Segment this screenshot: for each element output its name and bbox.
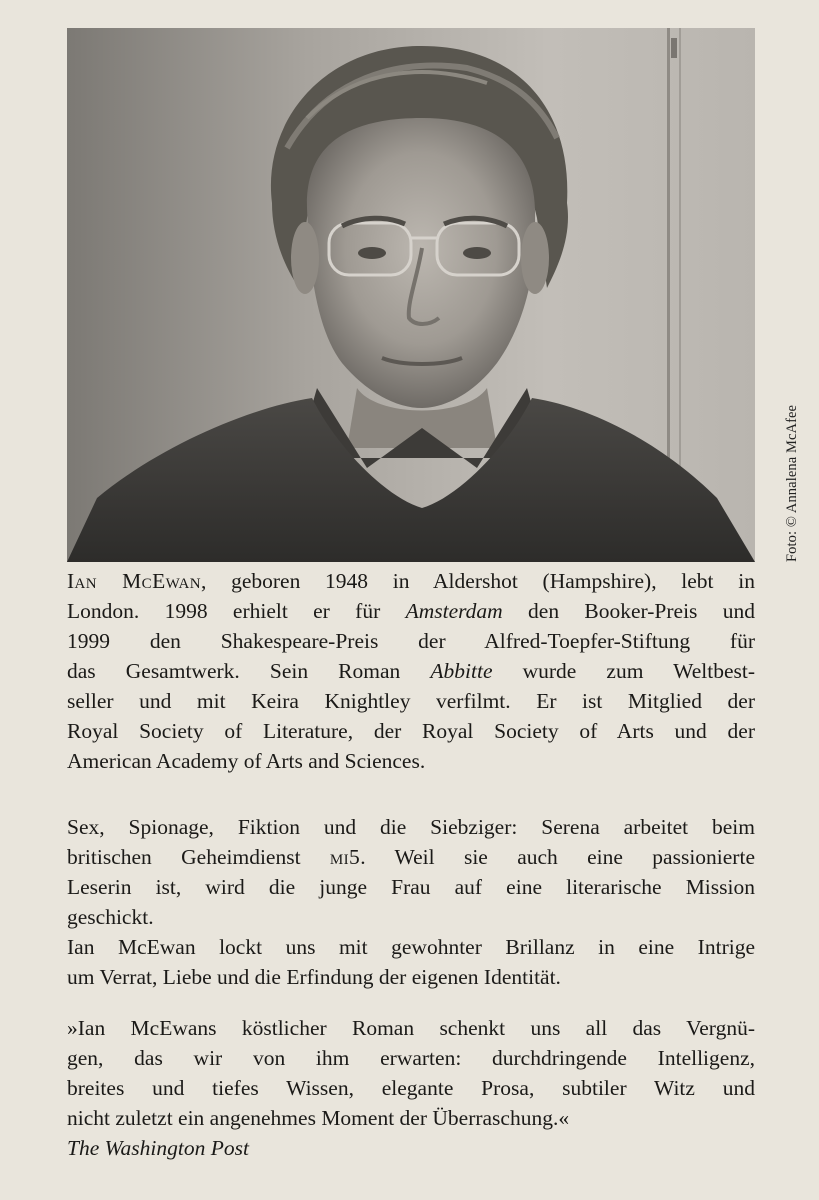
bio-text: , geboren 1948 in Aldershot (Hampshire), lebt in bbox=[200, 569, 755, 593]
bio-text: den Booker-Preis und bbox=[502, 599, 755, 623]
quote-line: breites und tiefes Wissen, elegante Prosa, subtiler Witz und bbox=[67, 1076, 755, 1100]
bio-line: Royal Society of Literature, der Royal Society of Arts und der bbox=[67, 719, 755, 743]
agency-name: mi5 bbox=[329, 845, 361, 869]
book-blurb bbox=[67, 812, 755, 992]
blurb-line bbox=[67, 842, 755, 872]
author-photo bbox=[67, 28, 755, 562]
bio-text: das Gesamtwerk. Sein Roman bbox=[67, 659, 431, 683]
book-title: Abbitte bbox=[430, 659, 493, 683]
blurb-line: um Verrat, Liebe und die Erfindung der eigenen Identität. bbox=[67, 965, 561, 989]
author-name: Ian McEwan bbox=[67, 569, 201, 593]
blurb-line: geschickt. bbox=[67, 905, 154, 929]
blurb-text: britischen Geheimdienst bbox=[67, 845, 330, 869]
quote-line: »Ian McEwans köstlicher Roman schenkt uns all das Vergnü- bbox=[67, 1016, 755, 1040]
bio-text: London. 1998 erhielt er für bbox=[67, 599, 406, 623]
author-portrait-illustration bbox=[67, 28, 755, 562]
bio-text: wurde zum Weltbest- bbox=[492, 659, 755, 683]
photo-credit: Foto: © Annalena McAfee bbox=[784, 404, 800, 562]
blurb-text: . Weil sie auch eine passionierte bbox=[360, 845, 755, 869]
blurb-line: Sex, Spionage, Fiktion und die Siebziger: Serena arbeitet beim bbox=[67, 815, 755, 839]
blurb-line: Ian McEwan lockt uns mit gewohnter Brillanz in eine Intrige bbox=[67, 935, 755, 959]
quote-line: gen, das wir von ihm erwarten: durchdringende Intelligenz, bbox=[67, 1046, 755, 1070]
bio-line: 1999 den Shakespeare-Preis der Alfred-Toepfer-Stiftung für bbox=[67, 629, 755, 653]
press-quote bbox=[67, 1013, 755, 1163]
bio-line bbox=[67, 596, 755, 626]
author-bio bbox=[67, 566, 755, 776]
book-title: Amsterdam bbox=[405, 599, 503, 623]
blurb-line: Leserin ist, wird die junge Frau auf eine literarische Mission bbox=[67, 875, 755, 899]
bio-line bbox=[67, 566, 755, 596]
quote-line: nicht zuletzt ein angenehmes Moment der Überraschung.« bbox=[67, 1106, 570, 1130]
quote-source: The Washington Post bbox=[67, 1136, 249, 1160]
bio-line bbox=[67, 656, 755, 686]
bio-line: seller und mit Keira Knightley verfilmt. Er ist Mitglied der bbox=[67, 689, 755, 713]
bio-line: American Academy of Arts and Sciences. bbox=[67, 749, 426, 773]
